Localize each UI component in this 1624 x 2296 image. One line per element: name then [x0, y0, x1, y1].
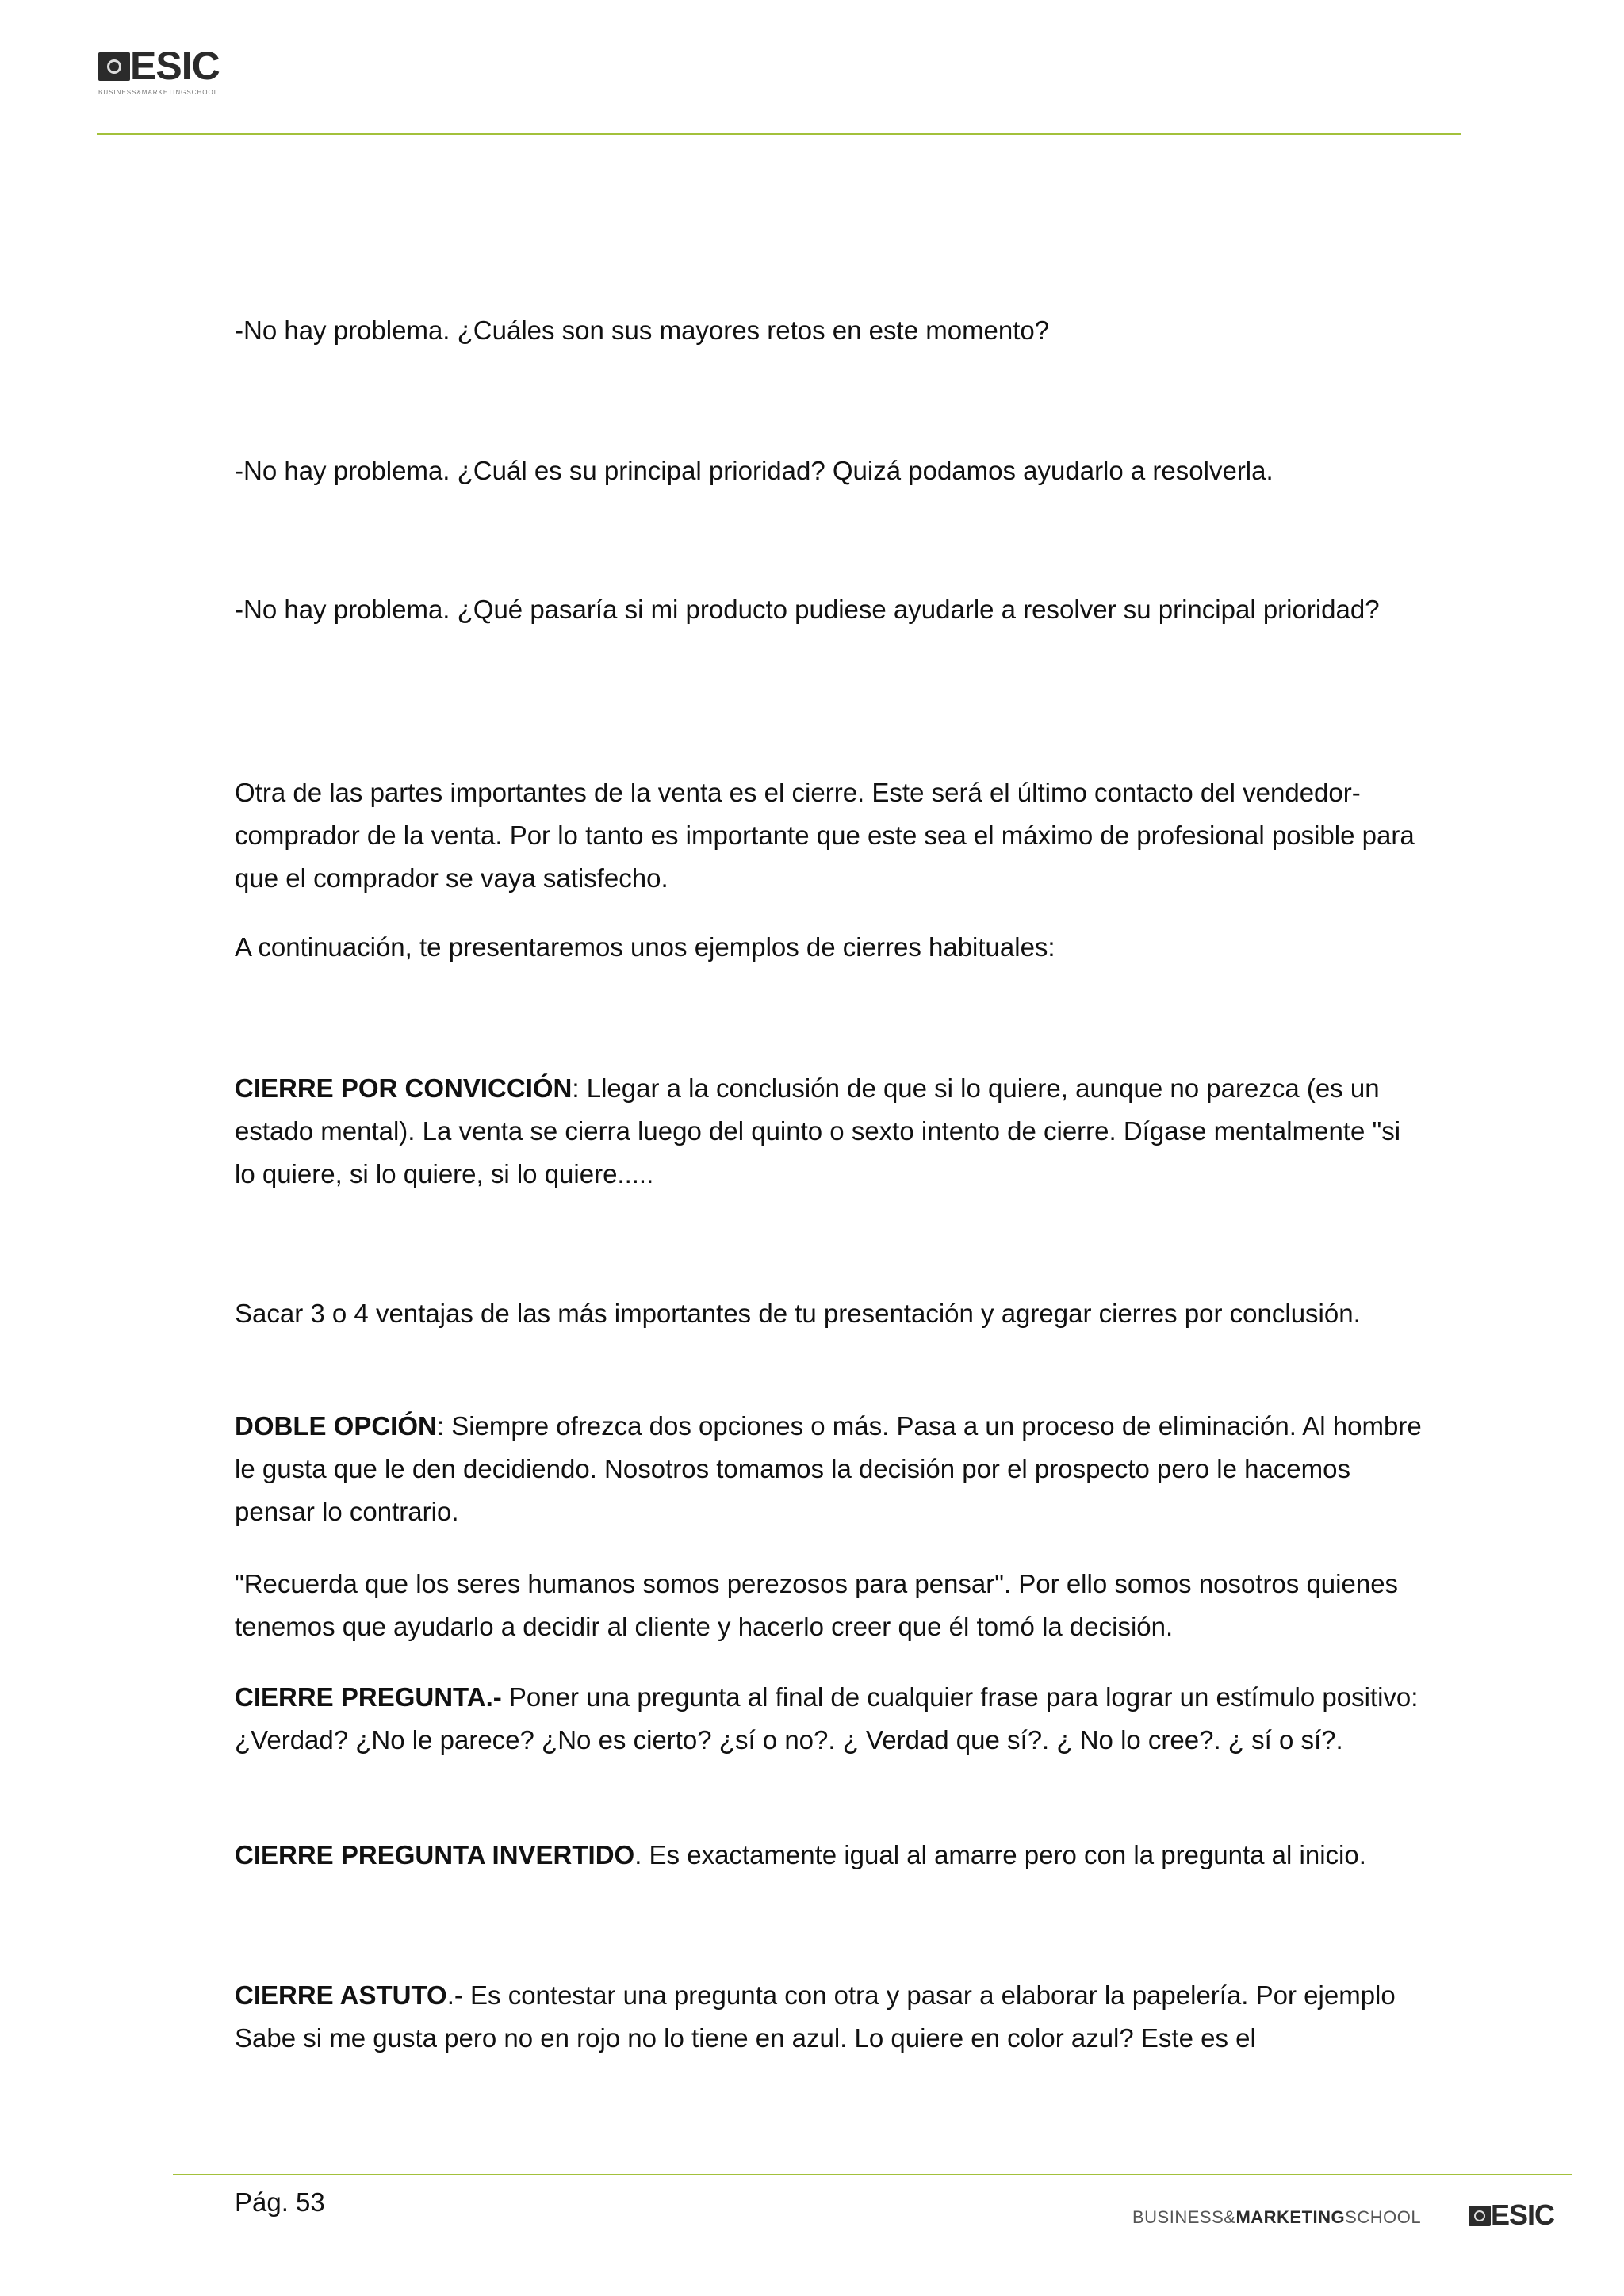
footer-divider [173, 2174, 1572, 2175]
paragraph-cierre-astuto [235, 1974, 1424, 2060]
esic-logo [98, 44, 257, 101]
paragraph-objection-1: -No hay problema. ¿Cuáles son sus mayores retos en este momento? [235, 316, 1050, 345]
term-cierre-pregunta-invertido: CIERRE PREGUNTA INVERTIDO [235, 1840, 635, 1869]
text-cierre-pregunta-invertido: . Es exactamente igual al amarre pero con la pregunta al inicio. [634, 1840, 1366, 1869]
text-cierre-pregunta: Poner una pregunta al final de cualquier frase para lograr un estímulo positivo: ¿Verdad? ¿No le parece? ¿No es cierto? ¿sí o no?. ¿ Verdad que sí?. ¿ No lo cree?. ¿ sí o sí?. [235, 1682, 1419, 1755]
brand-prefix: BUSINESS& [1132, 2207, 1236, 2227]
esic-emblem-icon [98, 52, 130, 81]
text-cierre-astuto: .- Es contestar una pregunta con otra y pasar a elaborar la papelería. Por ejemplo Sabe si me gusta pero no en rojo no lo tiene en azul. Lo quiere en color azul? Este es el [235, 1980, 1396, 2053]
logo-tagline: BUSINESS&MARKETINGSCHOOL [98, 89, 219, 96]
paragraph-closing-intro: Otra de las partes importantes de la venta es el cierre. Este será el último contacto del vendedor-comprador de la venta. Por lo tanto es importante que este sea el máximo de profesional posible para que el comprador se vaya satisfecho. [235, 778, 1415, 893]
header-divider [97, 133, 1461, 135]
term-cierre-astuto: CIERRE ASTUTO [235, 1980, 447, 2010]
paragraph-cierre-conviccion [235, 1067, 1424, 1196]
footer-esic-logo [1469, 2198, 1580, 2234]
footer-logo-wordmark: ESIC [1491, 2198, 1555, 2231]
logo-wordmark: ESIC [130, 44, 220, 88]
term-doble-opcion: DOBLE OPCIÓN [235, 1411, 437, 1441]
paragraph-cierre-pregunta [235, 1676, 1424, 1762]
paragraph-examples-intro: A continuación, te presentaremos unos ejemplos de cierres habituales: [235, 932, 1055, 962]
esic-emblem-icon [1469, 2206, 1491, 2226]
brand-suffix: SCHOOL [1345, 2207, 1422, 2227]
term-cierre-pregunta: CIERRE PREGUNTA.- [235, 1682, 502, 1712]
footer-brand-text [1132, 2207, 1421, 2228]
brand-strong: MARKETING [1235, 2207, 1346, 2227]
term-cierre-conviccion: CIERRE POR CONVICCIÓN [235, 1073, 573, 1103]
paragraph-objection-2: -No hay problema. ¿Cuál es su principal prioridad? Quizá podamos ayudarlo a resolverla. [235, 456, 1274, 485]
page-number: Pág. 53 [235, 2187, 325, 2217]
paragraph-objection-3: -No hay problema. ¿Qué pasaría si mi producto pudiese ayudarle a resolver su principal prioridad? [235, 595, 1380, 624]
text-cierre-conviccion: : Llegar a la conclusión de que si lo quiere, aunque no parezca (es un estado mental). La venta se cierra luego del quinto o sexto intento de cierre. Dígase mentalmente "si lo quiere, si lo quiere, si lo quiere..... [235, 1073, 1401, 1188]
paragraph-quote: "Recuerda que los seres humanos somos perezosos para pensar". Por ello somos nosotros quienes tenemos que ayudarlo a decidir al cliente y hacerlo creer que él tomó la decisión. [235, 1569, 1399, 1641]
paragraph-doble-opcion [235, 1405, 1424, 1533]
paragraph-cierre-pregunta-invertido [235, 1834, 1424, 1877]
text-doble-opcion: : Siempre ofrezca dos opciones o más. Pasa a un proceso de eliminación. Al hombre le gusta que le den decidiendo. Nosotros tomamos la decisión por el prospecto pero le hacemos pensar lo contrario. [235, 1411, 1422, 1526]
paragraph-ventajas: Sacar 3 o 4 ventajas de las más importantes de tu presentación y agregar cierres por conclusión. [235, 1299, 1361, 1328]
